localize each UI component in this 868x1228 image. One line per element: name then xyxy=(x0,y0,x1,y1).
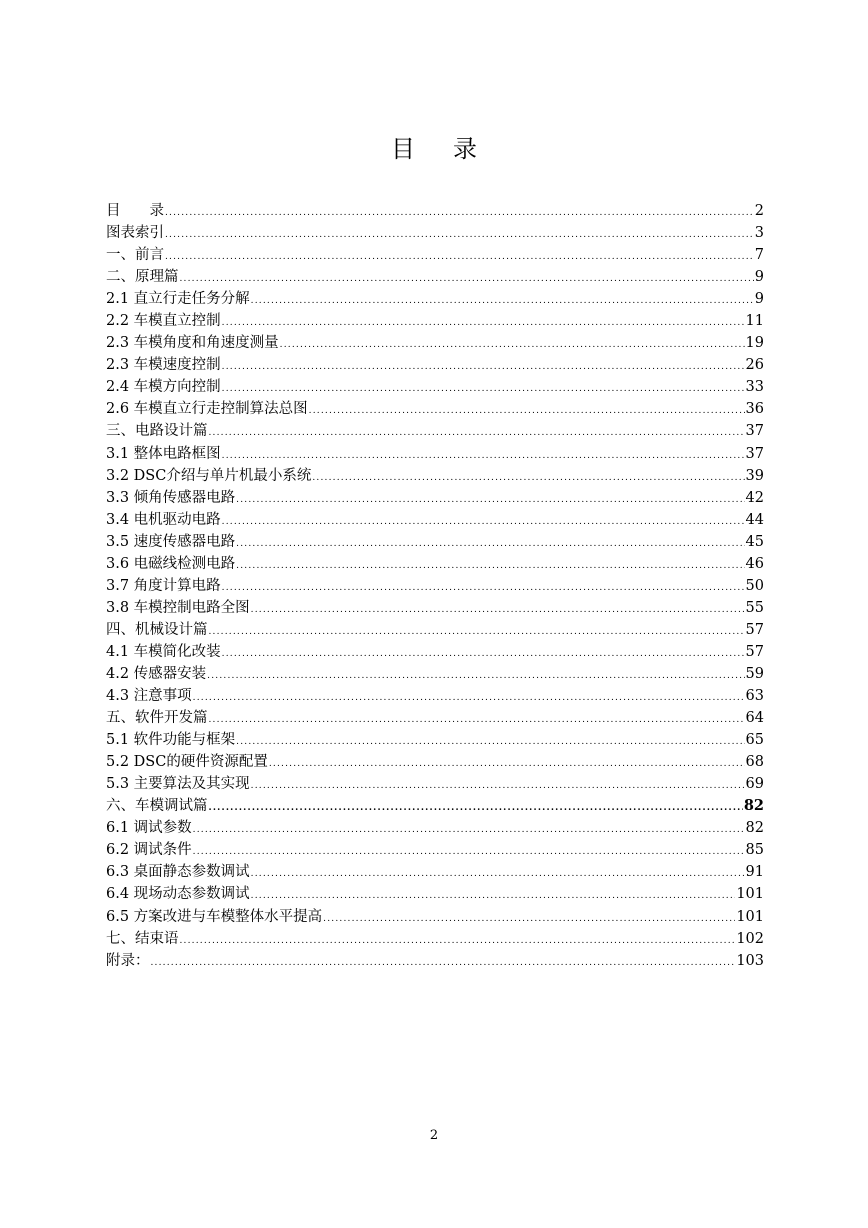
toc-leader-dots xyxy=(236,533,744,555)
toc-entry-page: 101 xyxy=(736,908,764,925)
toc-entry[interactable] xyxy=(106,883,764,905)
toc-entry-page: 37 xyxy=(745,423,764,440)
toc-entry-label: 一、前言 xyxy=(106,247,164,264)
toc-leader-dots xyxy=(309,400,745,422)
toc-entry-label: 六、车模调试篇 xyxy=(106,798,208,815)
toc-entry-page: 103 xyxy=(736,952,764,969)
toc-entry-label: 2.1 直立行走任务分解 xyxy=(106,291,250,308)
toc-entry-page: 11 xyxy=(745,313,764,330)
toc-leader-dots xyxy=(236,555,744,577)
toc-entry[interactable] xyxy=(106,597,764,619)
toc-entry[interactable] xyxy=(106,906,764,928)
toc-entry[interactable] xyxy=(106,751,764,773)
toc-entry-label: 3.5 速度传感器电路 xyxy=(106,533,236,550)
toc-entry-label: 3.1 整体电路框图 xyxy=(106,445,221,462)
toc-entry-page: 102 xyxy=(736,930,764,947)
toc-entry-label: 6.3 桌面静态参数调试 xyxy=(106,864,250,881)
toc-entry-label: 目 录 xyxy=(106,203,164,219)
toc-leader-dots xyxy=(209,621,745,643)
toc-leader-dots xyxy=(236,731,744,753)
toc-entry-page: 101 xyxy=(736,886,764,903)
toc-entry-page: 82 xyxy=(743,797,764,815)
toc-leader-dots xyxy=(222,445,745,467)
toc-entry[interactable] xyxy=(106,332,764,354)
title-char-2: 录 xyxy=(453,135,477,163)
toc-entry[interactable] xyxy=(106,354,764,376)
toc-leader-dots xyxy=(323,908,735,930)
toc-leader-dots xyxy=(312,467,744,489)
toc-entry[interactable] xyxy=(106,619,764,641)
toc-leader-dots xyxy=(251,863,745,885)
toc-entry[interactable] xyxy=(106,641,764,663)
toc-entry-label: 3.8 车模控制电路全图 xyxy=(106,599,250,616)
toc-leader-dots xyxy=(251,599,745,621)
toc-entry-page: 82 xyxy=(745,820,764,837)
toc-entry-label: 3.2 DSC介绍与单片机最小系统 xyxy=(106,467,312,484)
toc-entry-page: 39 xyxy=(745,467,764,484)
toc-entry-page: 7 xyxy=(754,247,764,264)
toc-entry[interactable] xyxy=(106,553,764,575)
toc-entry-label: 6.2 调试条件 xyxy=(106,842,192,859)
toc-entry-page: 42 xyxy=(745,489,764,506)
toc-entry[interactable] xyxy=(106,795,764,817)
toc-entry-page: 59 xyxy=(745,665,764,682)
toc-entry-label: 6.4 现场动态参数调试 xyxy=(106,886,250,903)
toc-entry-label: 三、电路设计篇 xyxy=(106,423,208,440)
toc-entry-page: 91 xyxy=(745,864,764,881)
toc-leader-dots xyxy=(280,334,745,356)
toc-entry[interactable] xyxy=(106,200,764,222)
toc-entry[interactable] xyxy=(106,817,764,839)
table-of-contents xyxy=(106,200,764,972)
toc-leader-dots xyxy=(251,885,736,907)
toc-entry-page: 57 xyxy=(745,621,764,638)
toc-leader-dots xyxy=(222,378,745,400)
toc-entry-page: 69 xyxy=(745,776,764,793)
toc-entry-page: 9 xyxy=(754,291,764,308)
toc-entry[interactable] xyxy=(106,266,764,288)
toc-entry[interactable] xyxy=(106,861,764,883)
toc-entry[interactable] xyxy=(106,376,764,398)
toc-entry-page: 46 xyxy=(745,555,764,572)
toc-entry-page: 50 xyxy=(745,577,764,594)
toc-entry-label: 四、机械设计篇 xyxy=(106,621,208,638)
toc-entry-page: 65 xyxy=(745,732,764,749)
toc-entry-page: 26 xyxy=(745,357,764,374)
toc-entry-page: 3 xyxy=(754,225,764,242)
toc-entry-label: 2.2 车模直立控制 xyxy=(106,313,221,330)
toc-leader-dots xyxy=(207,665,744,687)
page-number: 2 xyxy=(429,1128,439,1143)
toc-entry-page: 64 xyxy=(745,710,764,727)
toc-entry-label: 3.7 角度计算电路 xyxy=(106,577,221,594)
toc-leader-dots xyxy=(209,422,745,444)
toc-leader-dots xyxy=(209,797,743,819)
toc-leader-dots xyxy=(193,841,745,863)
toc-leader-dots xyxy=(151,952,736,974)
toc-entry-label: 4.1 车模简化改装 xyxy=(106,643,221,660)
title-char-1: 目 xyxy=(391,135,415,163)
toc-leader-dots xyxy=(251,290,754,312)
toc-entry[interactable] xyxy=(106,839,764,861)
toc-entry-label: 2.4 车模方向控制 xyxy=(106,379,221,396)
toc-entry[interactable] xyxy=(106,531,764,553)
toc-entry[interactable] xyxy=(106,773,764,795)
toc-entry[interactable] xyxy=(106,222,764,244)
toc-leader-dots xyxy=(165,202,754,224)
toc-entry-label: 2.3 车模角度和角速度测量 xyxy=(106,335,279,352)
toc-leader-dots xyxy=(222,643,745,665)
toc-entry-page: 44 xyxy=(745,511,764,528)
toc-entry-label: 二、原理篇 xyxy=(106,269,179,286)
toc-entry-label: 2.6 车模直立行走控制算法总图 xyxy=(106,401,308,418)
toc-entry-label: 3.6 电磁线检测电路 xyxy=(106,555,236,572)
toc-entry[interactable] xyxy=(106,729,764,751)
toc-entry-page: 68 xyxy=(745,754,764,771)
toc-entry-label: 5.1 软件功能与框架 xyxy=(106,732,236,749)
toc-entry-label: 5.3 主要算法及其实现 xyxy=(106,776,250,793)
toc-entry-label: 七、结束语 xyxy=(106,930,179,947)
toc-leader-dots xyxy=(222,356,745,378)
toc-entry[interactable] xyxy=(106,663,764,685)
toc-entry-label: 3.4 电机驱动电路 xyxy=(106,511,221,528)
toc-entry-label: 附录： xyxy=(106,952,150,969)
toc-entry-label: 2.3 车模速度控制 xyxy=(106,357,221,374)
toc-entry-page: 2 xyxy=(754,203,764,219)
toc-entry-page: 45 xyxy=(745,533,764,550)
toc-leader-dots xyxy=(222,577,745,599)
toc-leader-dots xyxy=(180,930,736,952)
toc-entry[interactable] xyxy=(106,707,764,729)
toc-entry-page: 19 xyxy=(745,335,764,352)
toc-leader-dots xyxy=(165,246,754,268)
toc-entry-label: 4.2 传感器安装 xyxy=(106,665,207,682)
toc-entry[interactable] xyxy=(106,928,764,950)
toc-leader-dots xyxy=(222,312,745,334)
toc-entry[interactable] xyxy=(106,288,764,310)
toc-entry-label: 6.1 调试参数 xyxy=(106,820,192,837)
toc-entry-page: 63 xyxy=(745,688,764,705)
toc-entry-label: 五、软件开发篇 xyxy=(106,710,208,727)
toc-entry-page: 36 xyxy=(745,401,764,418)
toc-entry-page: 9 xyxy=(754,269,764,286)
toc-entry[interactable] xyxy=(106,950,764,972)
toc-entry[interactable] xyxy=(106,685,764,707)
toc-leader-dots xyxy=(236,489,744,511)
toc-entry-page: 85 xyxy=(745,842,764,859)
toc-entry[interactable] xyxy=(106,509,764,531)
toc-leader-dots xyxy=(251,775,745,797)
toc-entry-page: 33 xyxy=(745,379,764,396)
toc-entry[interactable] xyxy=(106,420,764,442)
toc-entry-label: 图表索引 xyxy=(106,225,164,242)
toc-leader-dots xyxy=(193,819,745,841)
toc-entry-page: 37 xyxy=(745,445,764,462)
toc-leader-dots xyxy=(209,709,745,731)
toc-entry[interactable] xyxy=(106,244,764,266)
toc-entry[interactable] xyxy=(106,575,764,597)
toc-entry-label: 4.3 注意事项 xyxy=(106,688,192,705)
page-title xyxy=(0,134,868,164)
toc-entry-label: 5.2 DSC的硬件资源配置 xyxy=(106,754,268,771)
toc-entry[interactable] xyxy=(106,465,764,487)
toc-leader-dots xyxy=(193,687,745,709)
toc-entry-label: 3.3 倾角传感器电路 xyxy=(106,489,236,506)
toc-entry[interactable] xyxy=(106,310,764,332)
toc-leader-dots xyxy=(222,511,745,533)
toc-leader-dots xyxy=(165,224,754,246)
toc-entry[interactable] xyxy=(106,443,764,465)
toc-entry[interactable] xyxy=(106,398,764,420)
toc-leader-dots xyxy=(180,268,754,290)
toc-entry[interactable] xyxy=(106,487,764,509)
toc-entry-page: 57 xyxy=(745,643,764,660)
toc-entry-label: 6.5 方案改进与车模整体水平提高 xyxy=(106,908,323,925)
toc-leader-dots xyxy=(269,753,745,775)
toc-entry-page: 55 xyxy=(745,599,764,616)
